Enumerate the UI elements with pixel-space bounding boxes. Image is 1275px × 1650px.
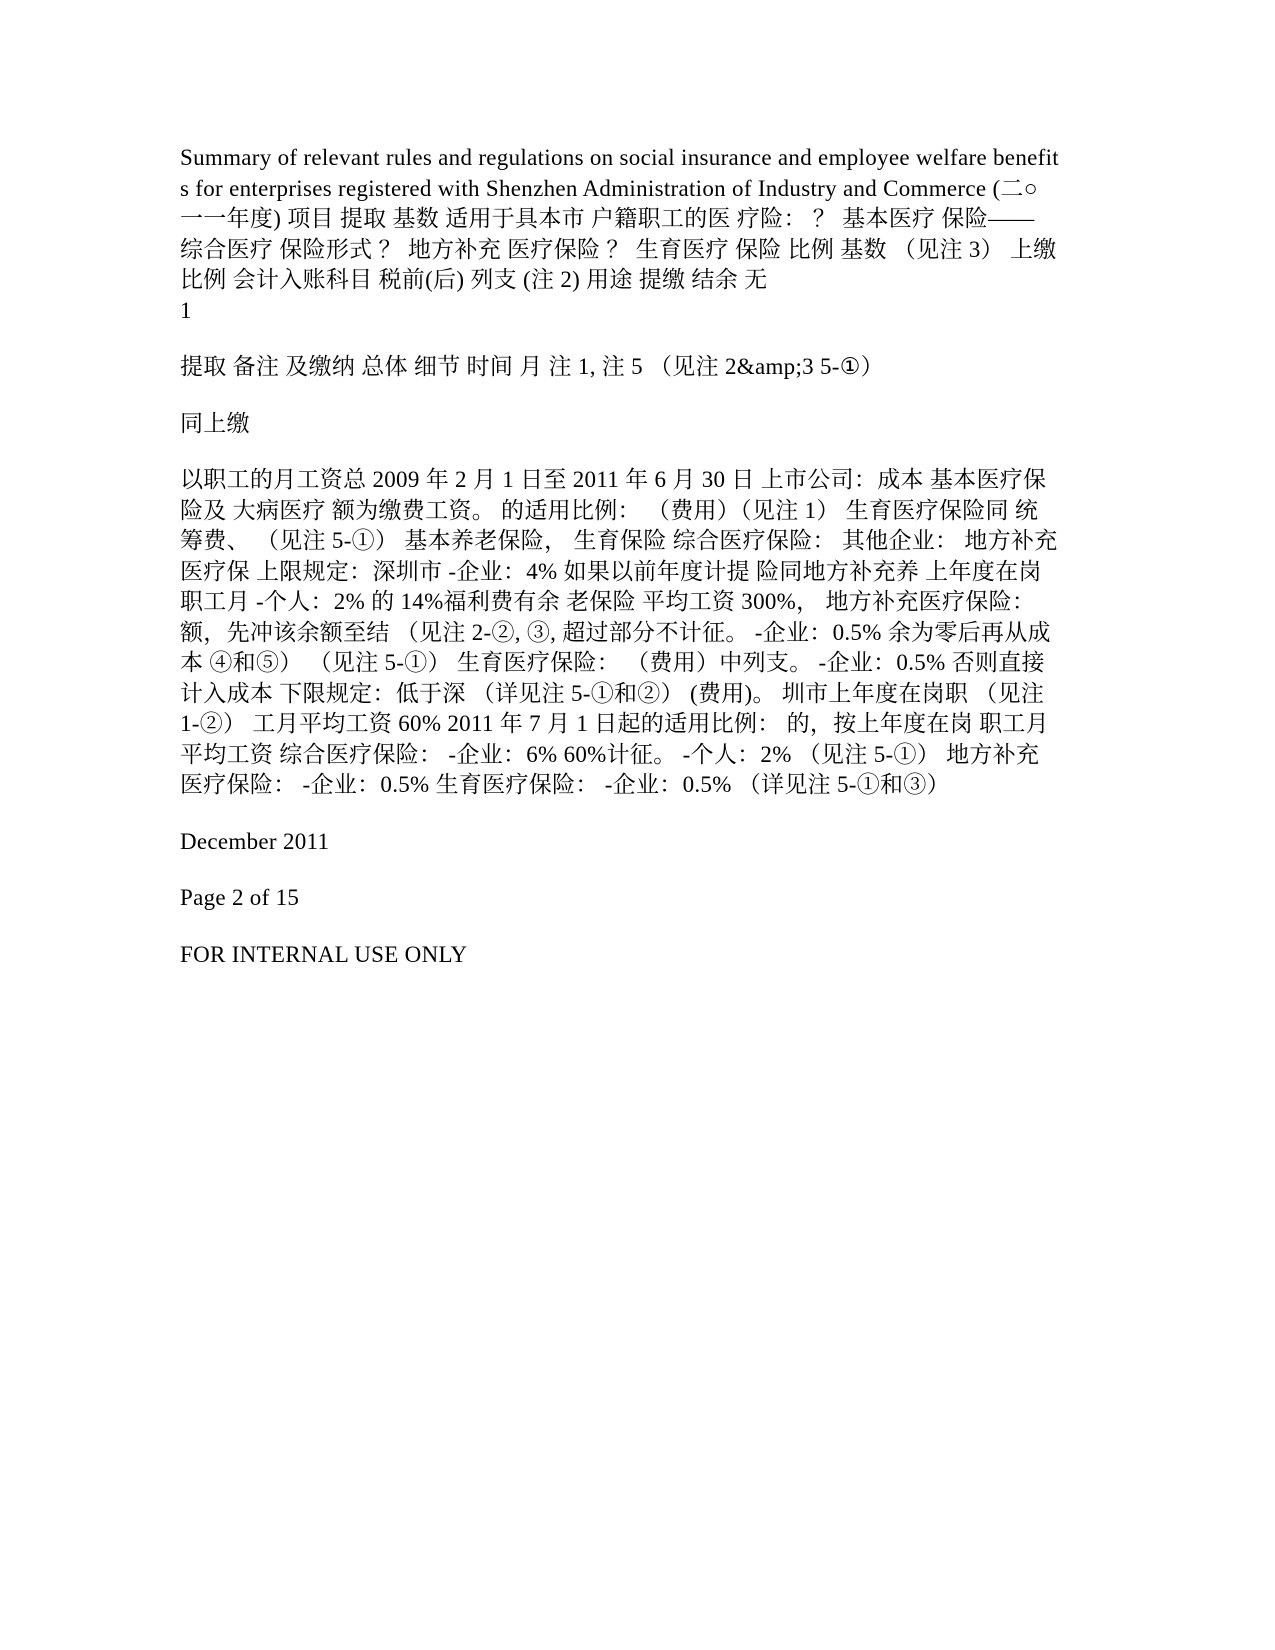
document-content bbox=[180, 143, 1060, 970]
document-body-paragraph: 以职工的月工资总 2009 年 2 月 1 日至 2011 年 6 月 30 日 上市公司：成本 基本医疗保险及 大病医疗 额为缴费工资。 的适用比例： （费用）（见注 1） 生育医疗保险同 统筹费、 （见注 5-①） 基本养老保险， 生育保险 综合医疗保险： 其他企业： 地方补充医疗保 上限规定：深圳市 -企业：4% 如果以前年度计提 险同地方补充养 上年度在岗职工月 -个人：2% 的 14%福利费有余 老保险 平均工资 300%， 地方补充医疗保险： 额，先冲该余额至结 （见注 2-②, ③, 超过部分不计征。 -企业：0.5% 余为零后再从成本 ④和⑤） （见注 5-①） 生育医疗保险： （费用）中列支。 -企业：0.5% 否则直接计入成本 下限规定：低于深 （详见注 5-①和②） (费用)。 圳市上年度在岗职 （见注 1-②） 工月平均工资 60% 2011 年 7 月 1 日起的适用比例： 的，按上年度在岗 职工月平均工资 综合医疗保险： -企业：6% 60%计征。 -个人：2% （见注 5-①） 地方补充医疗保险： -企业：0.5% 生育医疗保险： -企业：0.5% （详见注 5-①和③） bbox=[180, 467, 1058, 797]
document-intro-paragraph: Summary of relevant rules and regulations on social insurance and employee welfare benefits for enterprises registered with Shenzhen Administration of Industry and Commerce (二○一一年度) 项目 提取 基数 适用于具本市 户籍职工的医 疗险： ？ 基本医疗 保险—— 综合医疗 保险形式 ？ 地方补充 医疗保险 ？ 生育医疗 保险 比例 基数 （见注 3） 上缴 比例 会计入账科目 税前(后) 列支 (注 2) 用途 提缴 结余 无 bbox=[180, 145, 1059, 292]
page-number: Page 2 of 15 bbox=[180, 885, 300, 910]
page-marker: 1 bbox=[180, 297, 192, 323]
internal-use-label: FOR INTERNAL USE ONLY bbox=[180, 941, 468, 967]
document-date: December 2011 bbox=[180, 828, 330, 854]
notes-line: 提取 备注 及缴纳 总体 细节 时间 月 注 1, 注 5 （见注 2&amp;3 5-①） bbox=[180, 354, 884, 379]
same-as-above-text: 同上缴 bbox=[180, 410, 250, 436]
